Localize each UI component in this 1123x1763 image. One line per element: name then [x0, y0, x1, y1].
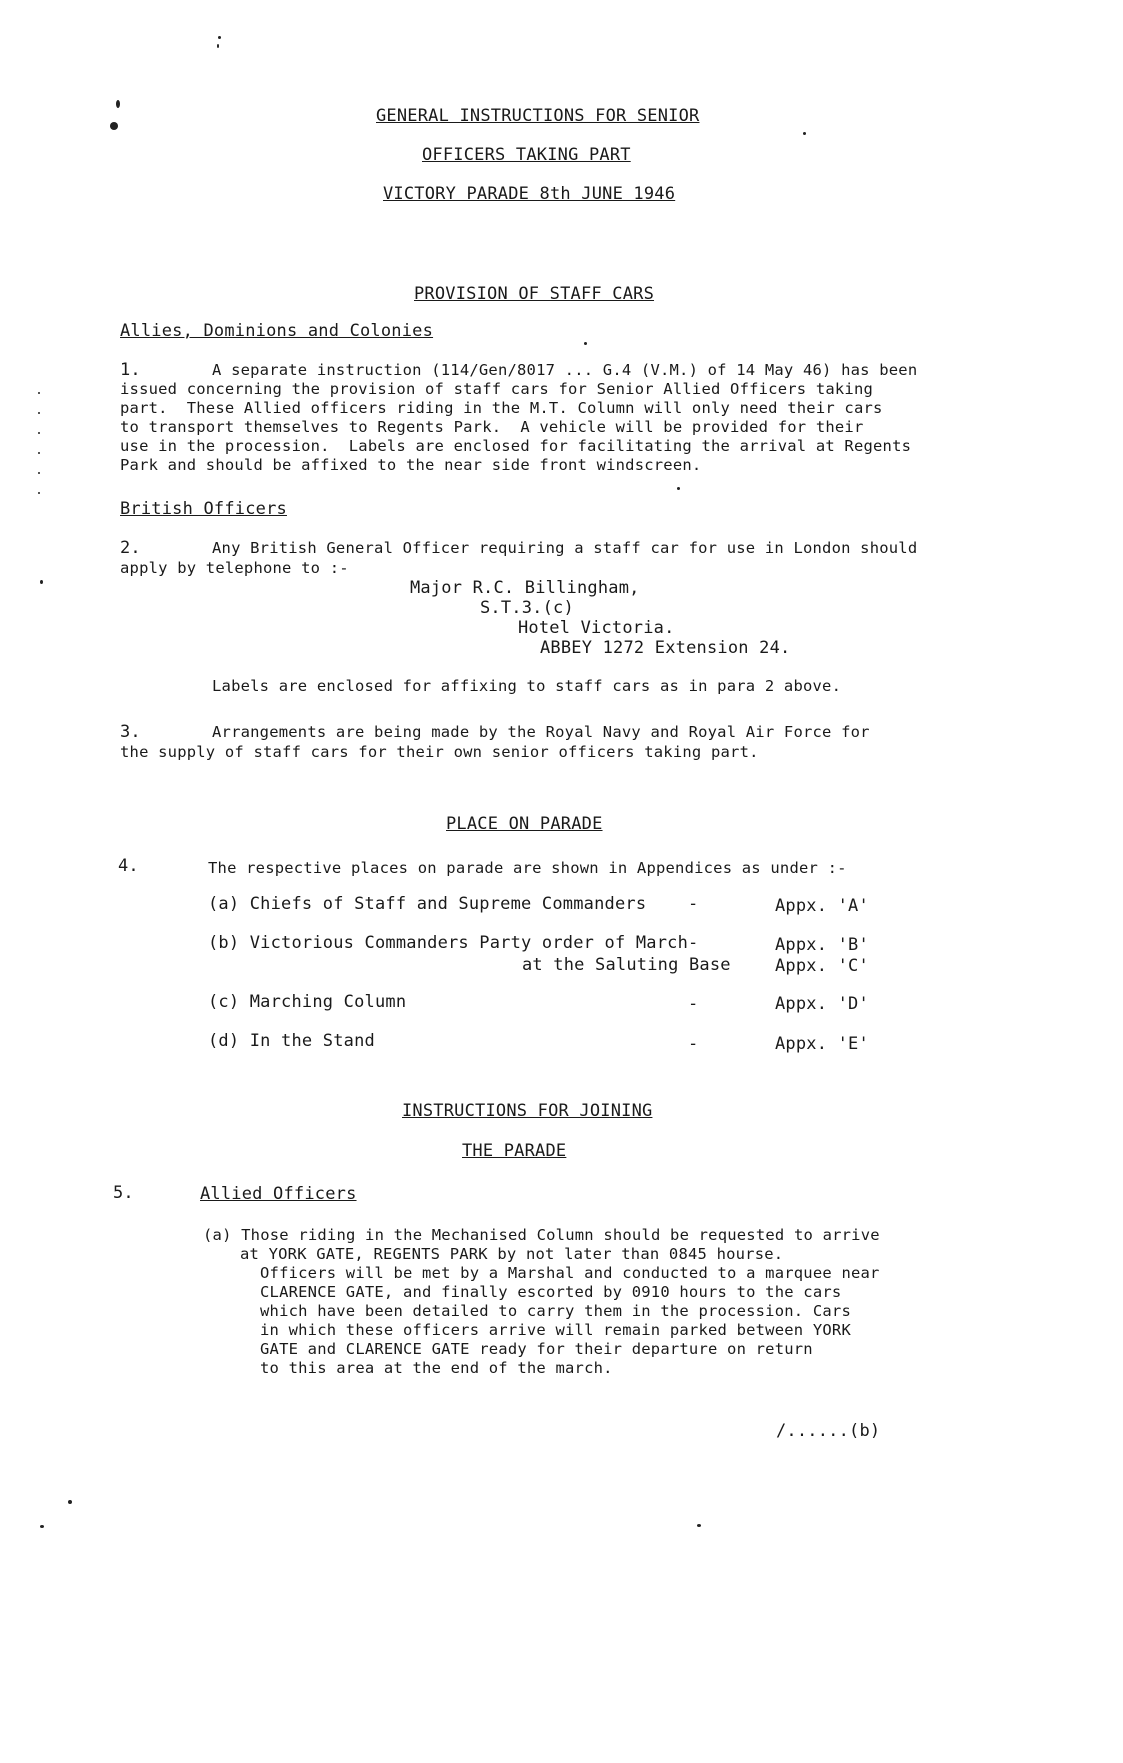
scan-mark [40, 580, 43, 584]
scan-mark [584, 342, 587, 345]
scan-mark [217, 44, 219, 48]
para1-line-5: use in the procession. Labels are enclosed for facilitating the arrival at Regents [120, 437, 912, 455]
scan-mark [218, 36, 221, 39]
title-line-2: OFFICERS TAKING PART [422, 145, 631, 165]
para-number-4: 4. [118, 856, 139, 876]
scan-mark [38, 432, 40, 434]
scan-mark [38, 412, 40, 414]
para2-line-1: Any British General Officer requiring a staff car for use in London should [212, 539, 918, 557]
appendix-item-b-label: (b) Victorious Commanders Party order of March [208, 933, 689, 953]
para4-text: The respective places on parade are shown in Appendices as under :- [208, 859, 847, 877]
appendix-item-b-dash: - [688, 933, 699, 953]
appendix-item-c-ref: Appx. 'D' [775, 994, 869, 1014]
item-a-line-5: which have been detailed to carry them in the procession. Cars [260, 1302, 851, 1320]
appendix-item-a-dash: - [688, 894, 699, 914]
title-line-1: GENERAL INSTRUCTIONS FOR SENIOR [376, 106, 700, 126]
scan-mark [116, 100, 120, 108]
para-number-1: 1. [120, 360, 141, 380]
para1-line-4: to transport themselves to Regents Park. A vehicle will be provided for their [120, 418, 864, 436]
appendix-item-c-dash: - [688, 994, 699, 1014]
item-a-line-2: at YORK GATE, REGENTS PARK by not later than 0845 hourse. [240, 1245, 784, 1263]
subheading-british: British Officers [120, 499, 287, 519]
heading-joining-2: THE PARADE [462, 1141, 567, 1161]
appendix-item-b2-label: at the Saluting Base [522, 955, 731, 975]
para-number-5: 5. [113, 1183, 134, 1203]
appendix-item-c-label: (c) Marching Column [208, 992, 407, 1012]
appendix-item-b-ref: Appx. 'B' [775, 935, 869, 955]
appendix-item-a-ref: Appx. 'A' [775, 896, 869, 916]
title-line-3: VICTORY PARADE 8th JUNE 1946 [383, 184, 676, 204]
scan-mark [110, 122, 118, 130]
para2-line-2: apply by telephone to :- [120, 559, 349, 577]
heading-staff-cars: PROVISION OF STAFF CARS [414, 284, 655, 304]
para3-line-2: the supply of staff cars for their own senior officers taking part. [120, 743, 759, 761]
item-a-line-6: in which these officers arrive will remain parked between YORK [260, 1321, 851, 1339]
subheading-allied-officers: Allied Officers [200, 1184, 357, 1204]
scan-mark [38, 492, 40, 494]
item-a-line-1: (a) Those riding in the Mechanised Column should be requested to arrive [203, 1226, 880, 1244]
scan-mark [677, 487, 680, 490]
para1-line-2: issued concerning the provision of staff cars for Senior Allied Officers taking [120, 380, 874, 398]
subheading-allies: Allies, Dominions and Colonies [120, 321, 434, 341]
item-a-line-8: to this area at the end of the march. [260, 1359, 613, 1377]
para3-line-1: Arrangements are being made by the Royal Navy and Royal Air Force for [212, 723, 870, 741]
continuation-marker: /......(b) [776, 1421, 881, 1441]
appendix-item-d-ref: Appx. 'E' [775, 1034, 869, 1054]
appendix-item-a-label: (a) Chiefs of Staff and Supreme Commanders [208, 894, 647, 914]
scan-mark [38, 452, 40, 454]
contact-place: Hotel Victoria. [518, 618, 675, 638]
appendix-item-b2-ref: Appx. 'C' [775, 956, 869, 976]
heading-joining-1: INSTRUCTIONS FOR JOINING [402, 1101, 653, 1121]
scan-mark [38, 392, 40, 394]
scan-mark [38, 472, 40, 474]
item-a-line-3: Officers will be met by a Marshal and conducted to a marquee near [260, 1264, 880, 1282]
heading-place-on-parade: PLACE ON PARADE [446, 814, 603, 834]
contact-name: Major R.C. Billingham, [410, 578, 640, 598]
scan-mark [68, 1500, 72, 1504]
appendix-item-d-dash: - [688, 1034, 699, 1054]
item-a-line-7: GATE and CLARENCE GATE ready for their departure on return [260, 1340, 813, 1358]
para1-line-6: Park and should be affixed to the near side front windscreen. [120, 456, 702, 474]
para1-line-1: A separate instruction (114/Gen/8017 ... G.4 (V.M.) of 14 May 46) has been [212, 361, 918, 379]
para-number-2: 2. [120, 538, 141, 558]
appendix-item-d-label: (d) In the Stand [208, 1031, 375, 1051]
scan-mark [803, 132, 806, 135]
scan-mark [40, 1525, 44, 1528]
contact-unit: S.T.3.(c) [480, 598, 574, 618]
scan-mark [697, 1524, 701, 1527]
para-number-3: 3. [120, 722, 141, 742]
para1-line-3: part. These Allied officers riding in the M.T. Column will only need their cars [120, 399, 883, 417]
labels-note: Labels are enclosed for affixing to staff cars as in para 2 above. [212, 677, 842, 695]
contact-phone: ABBEY 1272 Extension 24. [540, 638, 791, 658]
item-a-line-4: CLARENCE GATE, and finally escorted by 0910 hours to the cars [260, 1283, 842, 1301]
